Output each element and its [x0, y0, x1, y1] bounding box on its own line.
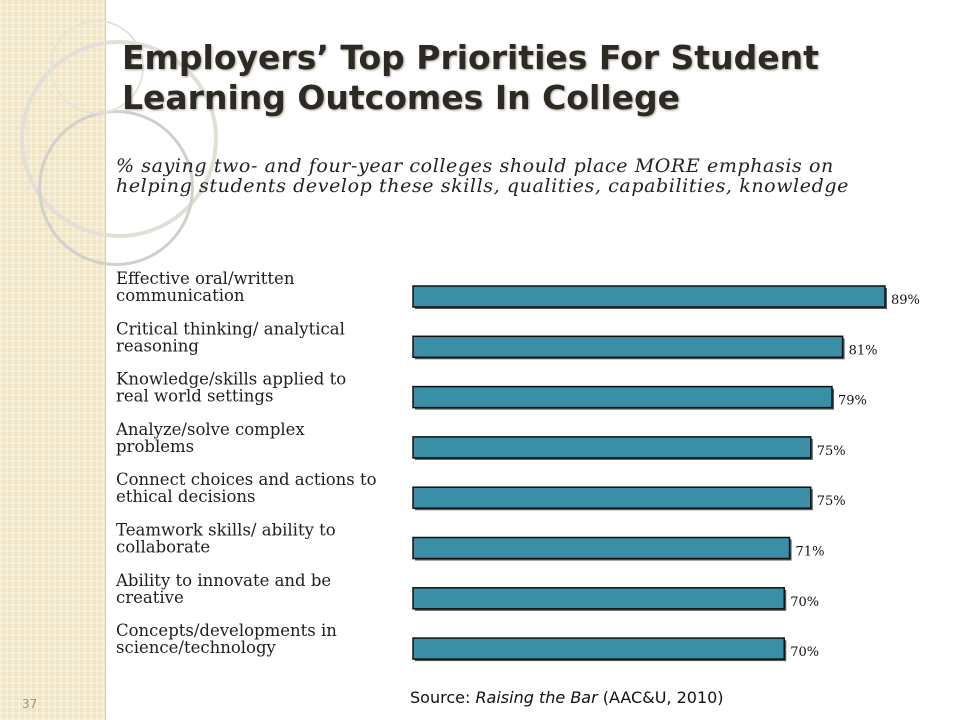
category-label: Effective oral/written [116, 269, 295, 288]
bar [413, 286, 885, 307]
bar [413, 437, 811, 458]
bar [413, 336, 843, 357]
category-label: Critical thinking/ analytical [116, 319, 345, 339]
bar-value-label: 70% [790, 645, 820, 661]
category-label: real world settings [116, 386, 274, 406]
category-label: communication [116, 286, 245, 305]
category-label: Connect choices and actions to [116, 470, 377, 490]
source-title: Raising the Bar [475, 688, 598, 707]
category-label: science/technology [116, 638, 276, 658]
bar-value-label: 75% [816, 494, 846, 510]
category-label: Knowledge/skills applied to [116, 369, 347, 389]
bar [413, 487, 811, 508]
slide-number: 37 [22, 697, 38, 711]
category-label: problems [116, 436, 195, 456]
category-label: collaborate [116, 537, 211, 557]
category-label: Ability to innovate and be [116, 570, 332, 590]
category-label: ethical decisions [116, 487, 256, 507]
slide-title: Employers’ Top Priorities For Student Learning Outcomes In College [122, 38, 819, 117]
category-label: Analyze/solve complex [116, 419, 305, 439]
bar-value-label: 79% [837, 393, 867, 409]
source-suffix: (AAC&U, 2010) [597, 688, 724, 707]
category-label: reasoning [116, 336, 199, 356]
source-citation [410, 688, 724, 707]
bar [413, 588, 784, 609]
source-prefix: Source: [410, 688, 476, 707]
bar-value-label: 71% [795, 544, 825, 560]
bar [413, 538, 790, 559]
bar-value-label: 75% [816, 443, 846, 459]
category-label: Teamwork skills/ ability to [116, 520, 336, 540]
bar-value-label: 81% [848, 343, 878, 359]
bar [413, 387, 832, 408]
category-label: Concepts/developments in [116, 621, 337, 641]
bar-value-label: 89% [891, 293, 920, 308]
category-label: creative [116, 587, 184, 607]
bar-value-label: 70% [790, 594, 820, 610]
bar [413, 638, 784, 659]
chart-subtitle: % saying two- and four-year colleges should place MORE emphasis on helping students develop these skills, qualities, capabilities, knowledge [116, 155, 849, 197]
